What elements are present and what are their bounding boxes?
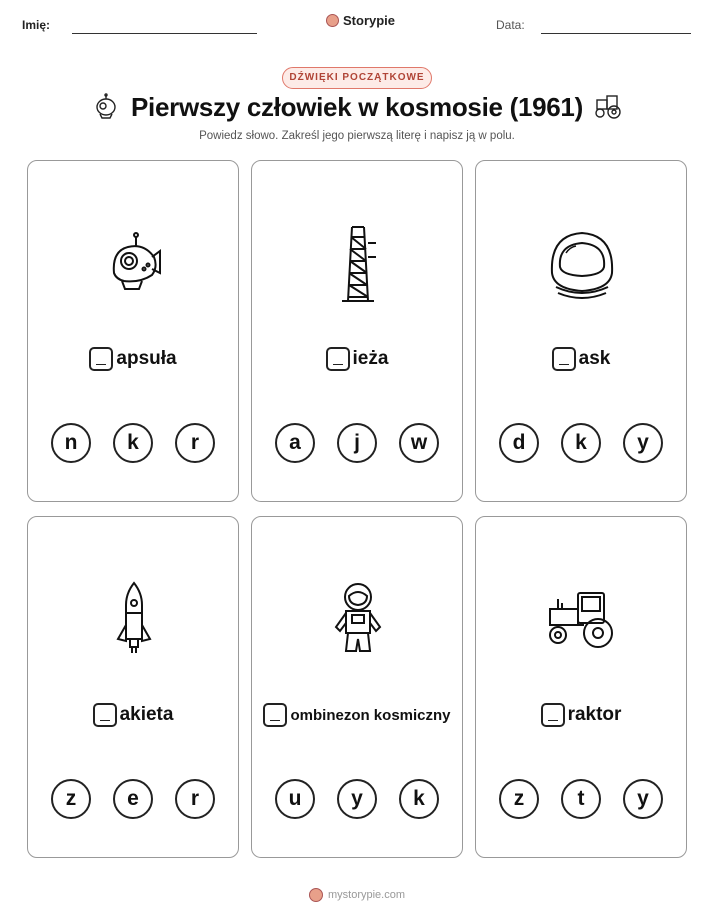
letter-option[interactable]: y [337,779,377,819]
page-title: Pierwszy człowiek w kosmosie (1961) [131,92,583,122]
answer-box[interactable] [541,703,565,727]
letter-option[interactable]: y [623,779,663,819]
letter-option[interactable]: y [623,423,663,463]
letter-option[interactable]: k [113,423,153,463]
letter-option[interactable]: z [51,779,91,819]
answer-box[interactable] [263,703,287,727]
date-label: Data: [496,18,525,32]
name-line[interactable] [72,33,257,34]
letter-option[interactable]: k [561,423,601,463]
word-card [27,516,239,858]
letter-option[interactable]: n [51,423,91,463]
answer-box[interactable] [326,347,350,371]
name-label: Imię: [22,18,51,32]
word-ending: ieża [352,348,389,369]
word-ending: ask [578,348,611,369]
letter-option[interactable]: t [561,779,601,819]
word-ending: akieta [119,704,174,725]
word-card [27,160,239,502]
capsule-icon [94,223,174,303]
letter-option[interactable]: a [275,423,315,463]
letter-option[interactable]: j [337,423,377,463]
letter-option[interactable]: d [499,423,539,463]
letter-option[interactable]: e [113,779,153,819]
letter-option[interactable]: z [499,779,539,819]
instructions: Powiedz słowo. Zakreśl jego pierwszą literę i napisz ją w polu. [199,130,515,142]
tractor-icon [592,92,624,120]
word-card [475,160,687,502]
letter-option[interactable]: k [399,779,439,819]
category-badge: DŹWIĘKI POCZĄTKOWE [282,67,432,89]
letter-option[interactable]: w [399,423,439,463]
astronaut-icon [318,579,398,659]
word-card [475,516,687,858]
date-line[interactable] [541,33,691,34]
footer [0,888,714,902]
tractor-icon [542,579,622,659]
word-ending: ombinezon kosmiczny [290,706,451,724]
answer-box[interactable] [93,703,117,727]
word-card [251,160,463,502]
word-ending: raktor [567,704,622,725]
answer-box[interactable] [89,347,113,371]
rocket-icon [94,579,174,659]
footer-url[interactable]: mystorypie.com [327,889,406,901]
brand-name: Storypie [343,13,396,28]
storypie-logo-icon [309,888,323,902]
helmet-icon [542,223,622,303]
letter-option[interactable]: r [175,423,215,463]
letter-option[interactable]: r [175,779,215,819]
answer-box[interactable] [552,347,576,371]
launch-tower-icon [318,223,398,303]
storypie-logo-icon [326,14,339,27]
word-card [251,516,463,858]
brand-logo [326,13,395,28]
word-ending: apsuła [116,348,177,369]
letter-option[interactable]: u [275,779,315,819]
